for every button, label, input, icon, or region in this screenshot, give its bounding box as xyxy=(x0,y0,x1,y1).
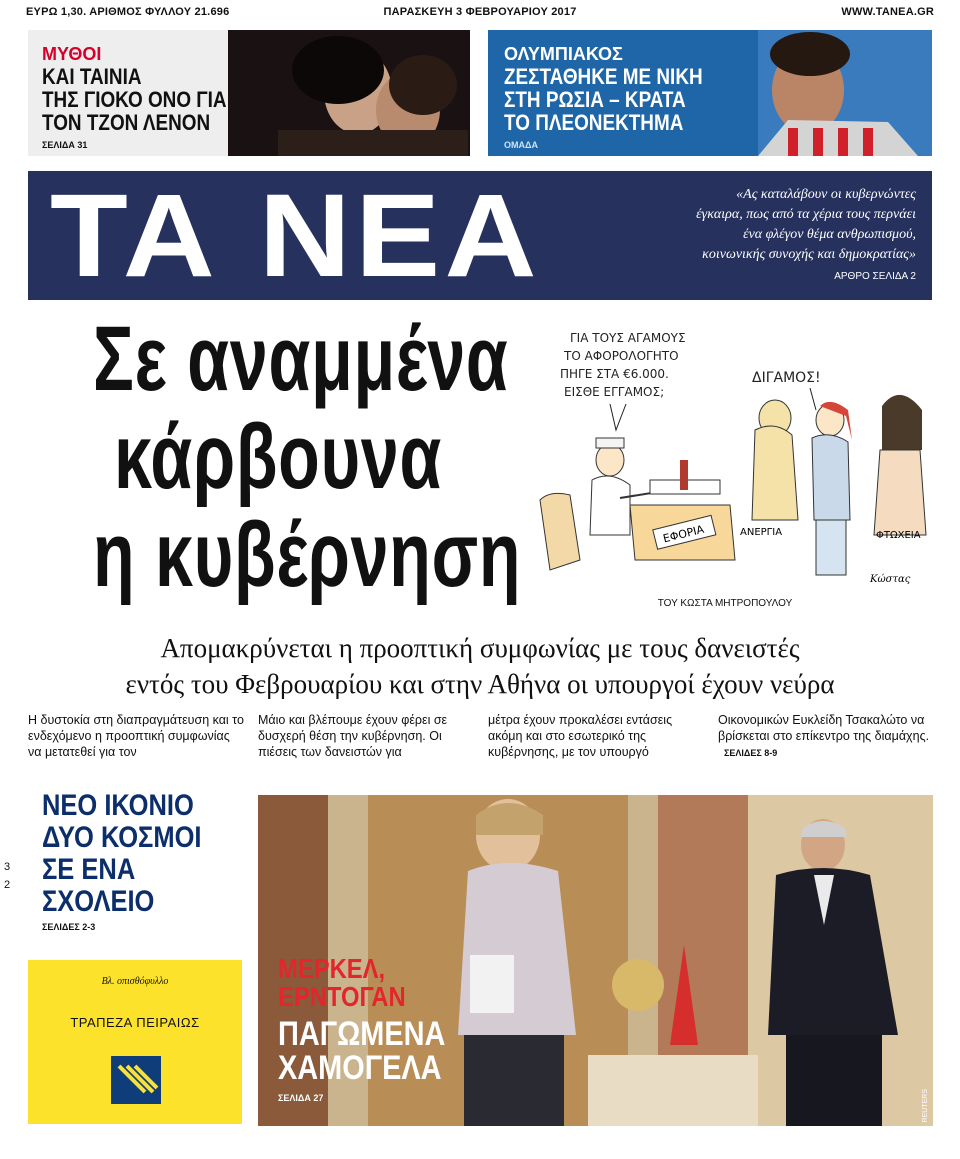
piraeus-bank-ad[interactable] xyxy=(28,960,242,1124)
article-column: Η δυστοκία στη διαπραγμάτευση και το ενδεχόμενο η προοπτική συμφωνίας να μετατεθεί για τον xyxy=(28,713,244,759)
cartoon-drawing xyxy=(530,320,930,590)
bank-logo-icon xyxy=(111,1056,161,1104)
promo-right-kicker: ΟΛΥΜΠΙΑΚΟΣ xyxy=(504,44,623,64)
photo-story-kicker: ΜΕΡΚΕΛ, ΕΡΝΤΟΓΑΝ xyxy=(278,953,406,1012)
cartoon-credit: ΤΟΥ ΚΩΣΤΑ ΜΗΤΡΟΠΟΥΛΟΥ xyxy=(657,598,793,609)
photo-story-headline: ΠΑΓΩΜΕΝΑ ΧΑΜΟΓΕΛΑ xyxy=(278,1015,446,1087)
cartoon-desk-label: ΕΦΟΡΙΑ xyxy=(661,522,706,546)
article-column-text: Οικονομικών Ευκλείδη Τσακαλώτο να βρίσκεται στο επίκεντρο της διαμάχης. xyxy=(718,713,930,743)
promo-left-headline: ΚΑΙ ΤΑΙΝΙΑ ΤΗΣ ΓΙΟΚΟ ΟΝΟ ΓΙΑ ΤΟΝ ΤΖΟΝ ΛΕΝΟΝ xyxy=(42,64,227,135)
cartoon-speech-line: ΠΗΓΕ ΣΤΑ €6.000. xyxy=(560,367,669,381)
promo-left-kicker: ΜΥΘΟΙ xyxy=(42,44,102,64)
promo-yoko-ono[interactable] xyxy=(28,30,470,156)
cartoon-speech-line: ΤΟ ΑΦΟΡΟΛΟΓΗΤΟ xyxy=(564,349,679,363)
article-column: Μάιο και βλέπουμε έχουν φέρει σε δυσχερή θέση την κυβέρνηση. Οι πιέσεις των δανειστών για xyxy=(258,713,448,759)
photo-credit: REUTERS xyxy=(922,1088,929,1122)
deck-subheadline: Απομακρύνεται η προοπτική συμφωνίας με τους δανειστές εντός του Φεβρουαρίου και στην Αθήνα οι υπουργοί έχουν νεύρα xyxy=(125,633,835,699)
photo-story[interactable] xyxy=(258,795,933,1126)
photo-story-page: ΣΕΛΙΔΑ 27 xyxy=(278,1093,324,1103)
sidebar-story[interactable] xyxy=(42,790,252,932)
website-link[interactable]: WWW.TANEA.GR xyxy=(841,6,934,18)
quote-page-ref: ΑΡΘΡΟ ΣΕΛΙΔΑ 2 xyxy=(834,271,916,282)
issue-date: ΠΑΡΑΣΚΕΥΗ 3 ΦΕΒΡΟΥΑΡΙΟΥ 2017 xyxy=(383,6,577,18)
promo-right-section: ΟΜΑΔΑ xyxy=(504,140,538,150)
newspaper-logo: ΤΑ ΝΕΑ xyxy=(50,170,541,302)
political-cartoon xyxy=(530,320,930,590)
article-column xyxy=(718,712,936,761)
cartoon-speech-line: ΕΙΣΘΕ ΕΓΓΑΜΟΣ; xyxy=(564,385,665,399)
main-headline[interactable]: Σε αναμμένα κάρβουνα η κυβέρνηση xyxy=(93,308,522,606)
cartoon-figure-label: ΦΤΩΧΕΙΑ xyxy=(876,530,921,541)
margin-marks: 3 2 xyxy=(4,861,11,891)
issue-price: ΕΥΡΩ 1,30. ΑΡΙΘΜΟΣ ΦΥΛΛΟΥ 21.696 xyxy=(26,6,230,18)
masthead-quote: «Ας καταλάβουν οι κυβερνώντες έγκαιρα, πως από τα χέρια τους περνάει ένα φλέγον θέμα ανθρωπισμού, κοινωνικής συνοχής και δημοκρατίας» xyxy=(696,187,916,262)
ad-bank-name: ΤΡΑΠΕΖΑ ΠΕΙΡΑΙΩΣ xyxy=(70,1015,200,1030)
sidebar-story-page: ΣΕΛΙΔΕΣ 2-3 xyxy=(42,922,96,932)
promo-right-headline: ΖΕΣΤΑΘΗΚΕ ΜΕ ΝΙΚΗ ΣΤΗ ΡΩΣΙΑ – ΚΡΑΤΑ ΤΟ ΠΛΕΟΝΕΚΤΗΜΑ xyxy=(504,64,703,135)
cartoon-signature: Κώστας xyxy=(870,574,911,585)
cartoon-speech-2: ΔΙΓΑΜΟΣ! xyxy=(752,370,821,386)
ad-note: Βλ. οπισθόφυλλο xyxy=(101,976,169,987)
photo-story-text xyxy=(278,955,475,1103)
masthead xyxy=(28,171,932,300)
cartoon-speech-line: ΓΙΑ ΤΟΥΣ ΑΓΑΜΟΥΣ xyxy=(570,331,686,345)
promo-olympiacos[interactable] xyxy=(488,30,932,156)
article-page-ref: ΣΕΛΙΔΕΣ 8-9 xyxy=(724,748,778,758)
article-column: μέτρα έχουν προκαλέσει εντάσεις ακόμη και στο εσωτερικό της κυβέρνησης, με τον υπουργό xyxy=(488,713,673,759)
promo-left-page: ΣΕΛΙΔΑ 31 xyxy=(42,140,88,150)
cartoon-figure-label: ΑΝΕΡΓΙΑ xyxy=(740,527,783,538)
top-info-line xyxy=(26,6,934,22)
sidebar-story-title: ΝΕΟ ΙΚΟΝΙΟ ΔΥΟ ΚΟΣΜΟΙ ΣΕ ΕΝΑ ΣΧΟΛΕΙΟ xyxy=(42,789,202,918)
